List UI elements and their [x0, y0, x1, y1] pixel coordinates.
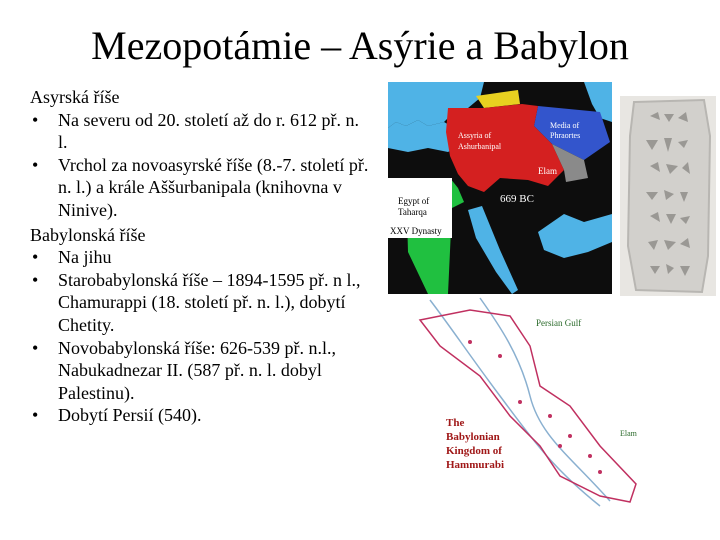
- label-elam: Elam: [538, 166, 557, 176]
- section-heading-assyria: Asyrská říše: [30, 87, 120, 107]
- assyria-map: [388, 82, 612, 294]
- label-date: 669 BC: [500, 193, 534, 205]
- bullet-list-babylon: [30, 246, 370, 427]
- label-dynasty: XXV Dynasty: [390, 226, 442, 236]
- bullet-item: • Dobytí Persií (540).: [30, 404, 370, 427]
- babylon-map: [400, 296, 646, 516]
- bullet-item: • Starobabylonská říše – 1894-1595 př. n l., Chamurappi (18. století př. n. l.), dobytí Chetity.: [30, 269, 370, 337]
- map-title: The Babylonian Kingdom of Hammurabi: [446, 417, 505, 471]
- bullet-item: • Novobabylonská říše: 626-539 př. n.l., Nabukadnezar II. (587 př. n. l. dobyl Palestinu).: [30, 337, 370, 405]
- slide-title: Mezopotámie – Asýrie a Babylon: [91, 23, 629, 68]
- label-urartu: Urartu: [482, 96, 509, 107]
- section-heading-babylon: Babylonská říše: [30, 224, 146, 245]
- bullet-item: • Na severu od 20. století až do r. 612 př. n. l.: [30, 109, 370, 154]
- label-media: Media of Phraortes: [550, 121, 581, 140]
- bullet-list-assyria: [30, 109, 370, 222]
- label-egypt: Egypt of Taharqa: [398, 196, 430, 217]
- bullet-item: • Vrchol za novoasyrské říše (8.-7. století př. n. l.) a krále Aššurbanipala (knihovna v Ninive).: [30, 154, 370, 222]
- cuneiform-tablet-image: [620, 96, 716, 296]
- slide-text: [30, 86, 370, 429]
- label-elam-small: Elam: [620, 429, 637, 438]
- map-background: [400, 296, 646, 516]
- bullet-item: • Na jihu: [30, 246, 370, 269]
- label-region: Persian Gulf: [536, 318, 582, 328]
- label-assyria: Assyria of Ashurbanipal: [458, 131, 502, 151]
